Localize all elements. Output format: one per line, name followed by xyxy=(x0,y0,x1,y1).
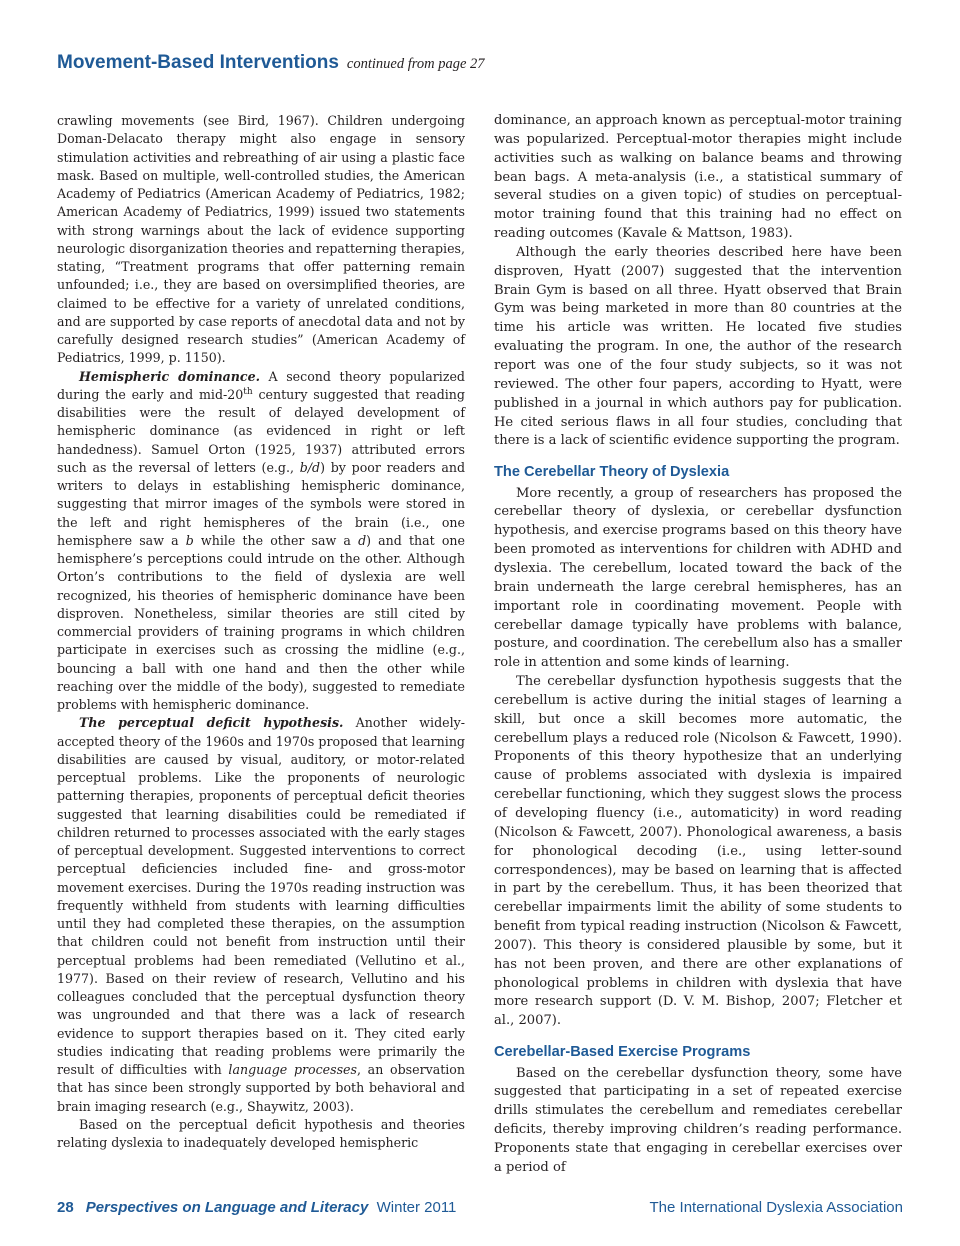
paragraph: Although the early theories described here have been disproven, Hyatt (2007) suggested that the intervention Brain Gym is based on all three. Hyatt observed that Brain Gym was being marketed in more than 80 countries at the time his article was written. He located five studies evaluating the program. In one, the author of the research report was one of the four study subjects, so it was not reviewed. The other four papers, according to Hyatt, were published in a journal in which authors pay for publication. He cited serious flaws in all four studies, concluding that there is a lack of scientific evidence supporting the program. xyxy=(494,244,902,449)
section-heading-exercise-programs: Cerebellar-Based Exercise Programs xyxy=(494,1044,751,1061)
paragraph: Based on the perceptual deficit hypothesis and theories relating dyslexia to inadequately developed hemispheric xyxy=(57,1116,465,1150)
text-run: , an observation that has since been strongly supported by both behavioral and brain imaging research (e.g., Shaywitz, 2003). xyxy=(57,1062,465,1114)
italic-text: b/d xyxy=(299,459,321,475)
footer-organization: The International Dyslexia Association xyxy=(649,1199,903,1216)
paragraph: dominance, an approach known as perceptual-motor training was popularized. Perceptual-motor therapies might include activities such as walking on balance beams and throwing bean bags. A meta-analysis (i.e., a statistical summary of several studies on a given topic) of studies on perceptual-motor training found that this training had no effect on reading outcomes (Kavale & Mattson, 1983). xyxy=(494,113,902,242)
text-run: Another widely-accepted theory of the 1960s and 1970s proposed that learning disabilities are caused by visual, auditory, or motor-related perceptual problems. Like the proponents of neurologic patterning therapies, proponents of perceptual deficit theories suggested that learning disabilities could be remediated if children returned to processes associated with the early stages of perceptual development. Suggested interventions to correct perceptual deficiencies included fine- and gross-motor movement exercises. During the 1970s reading instruction was frequently withheld from students with learning difficulties until they had completed these therapies, on the assumption that children could not benefit from instruction until their perceptual problems had been remediated (Vellutino et al., 1977). Based on their review of research, Vellutino and his colleagues concluded that the perceptual dysfunction theory was ungrounded and that there was a lack of research evidence to support therapies based on it. They cited early studies indicating that reading problems were primarily the result of difficulties with xyxy=(57,715,465,1077)
paragraph-hemispheric-dominance xyxy=(57,368,465,715)
page-number: 28 xyxy=(57,1199,74,1216)
article-title: Movement-Based Interventions xyxy=(57,52,339,73)
paragraph: Based on the cerebellar dysfunction theory, some have suggested that participating in a set of repeated exercise drills stimulates the cerebellum and remediates cerebellar deficits, thereby improving children’s reading performance. Proponents state that engaging in cerebellar exercises over a period of xyxy=(494,1065,902,1175)
paragraph: More recently, a group of researchers has proposed the cerebellar theory of dyslexia, or cerebellar dysfunction hypothesis, and exercise programs based on this theory have been promoted as interventions for children with ADHD and dyslexia. The cerebellum, located toward the back of the brain underneath the large cerebral hemispheres, has an important role in coordinating movement. People with cerebellar damage typically have problems with balance, posture, and coordination. The cerebellum also has a smaller role in attention and some kinds of learning. xyxy=(494,485,902,671)
paragraph: crawling movements (see Bird, 1967). Children undergoing Doman-Delacato therapy might also engage in sensory stimulation activities and rebreathing of air using a plastic face mask. Based on multiple, well-controlled studies, the American Academy of Pediatrics (American Academy of Pediatrics, 1982; American Academy of Pediatrics, 1999) issued two statements with strong warnings about the lack of evidence supporting neurologic disorganization theories and repatterning therapies, stating, “Treatment programs that offer patterning remain unfounded; i.e., they are based on oversimplified theories, are claimed to be effective for a variety of unrelated conditions, and are supported by case reports of anecdotal data and not by carefully designed research studies” (American Academy of Pediatrics, 1999, p. 1150). xyxy=(57,113,465,366)
right-column xyxy=(494,112,902,1178)
footer-left xyxy=(57,1199,456,1216)
left-column xyxy=(57,112,465,1152)
text-run: century suggested that reading disabilities were the result of delayed development of hemispheric dominance (as evidenced in right or left handedness). Samuel Orton (1925, 1937) attributed errors such as the reversal of letters (e.g., xyxy=(57,386,465,475)
text-run: A second theory popularized during the early and mid-20 xyxy=(57,368,465,402)
italic-text: language processes xyxy=(228,1062,357,1077)
journal-title: Perspectives on Language and Literacy xyxy=(85,1199,369,1216)
italic-text: d xyxy=(358,532,367,548)
paragraph-perceptual-deficit xyxy=(57,714,465,1116)
paragraph: The cerebellar dysfunction hypothesis suggests that the cerebellum is active during the initial stages of learning a skill, but once a skill becomes more automatic, the cerebellum plays a reduced role (Nicolson & Fawcett, 1990). Proponents of this theory hypothesize that an underlying cause of problems associated with dyslexia is impaired cerebellar functioning, which they suggest slows the process of developing fluency (i.e., automaticity) in word reading (Nicolson & Fawcett, 2007). Phonological awareness, a basis for phonological decoding (i.e., using letter-sound correspondences), may be based on learning that is affected in part by the cerebellum. Thus, it has been theorized that cerebellar impairments limit the ability of some students to benefit from typical reading instruction (Nicolson & Fawcett, 2007). This theory is considered plausible by some, but it has not been proven, and there are other explanations of phonological problems in children with dyslexia that have more research support (D. V. M. Bishop, 2007; Fletcher et al., 2007). xyxy=(494,674,902,1029)
text-run: ) by poor readers and writers to delays in establishing hemispheric dominance, suggesting that mirror images of the symbols were stored in the left and right hemispheres of the brain (i.e., one hemisphere saw a xyxy=(57,459,466,548)
run-in-heading: Hemispheric dominance. xyxy=(79,368,260,384)
text-run: while the other saw a xyxy=(193,532,359,548)
section-heading-cerebellar-theory: The Cerebellar Theory of Dyslexia xyxy=(494,464,730,481)
italic-text: b xyxy=(185,532,194,548)
text-run: ) and that one hemisphere’s perceptions could intrude on the other. Although Orton’s contributions to the field of dyslexia are well recognized, his theories of hemispheric dominance have been disproven. Nonetheless, similar theories are still cited by commercial providers of training programs in which children participate in exercises such as crossing the midline (e.g., bouncing a ball with one hand and then the other while reaching over the middle of the body), suggested to remediate problems with hemispheric dominance. xyxy=(57,532,465,712)
continued-note: continued from page 27 xyxy=(346,56,485,72)
running-header xyxy=(57,52,485,74)
issue-date: Winter 2011 xyxy=(376,1199,457,1216)
run-in-heading: The perceptual deficit hypothesis. xyxy=(79,715,344,731)
superscript: th xyxy=(243,386,253,397)
